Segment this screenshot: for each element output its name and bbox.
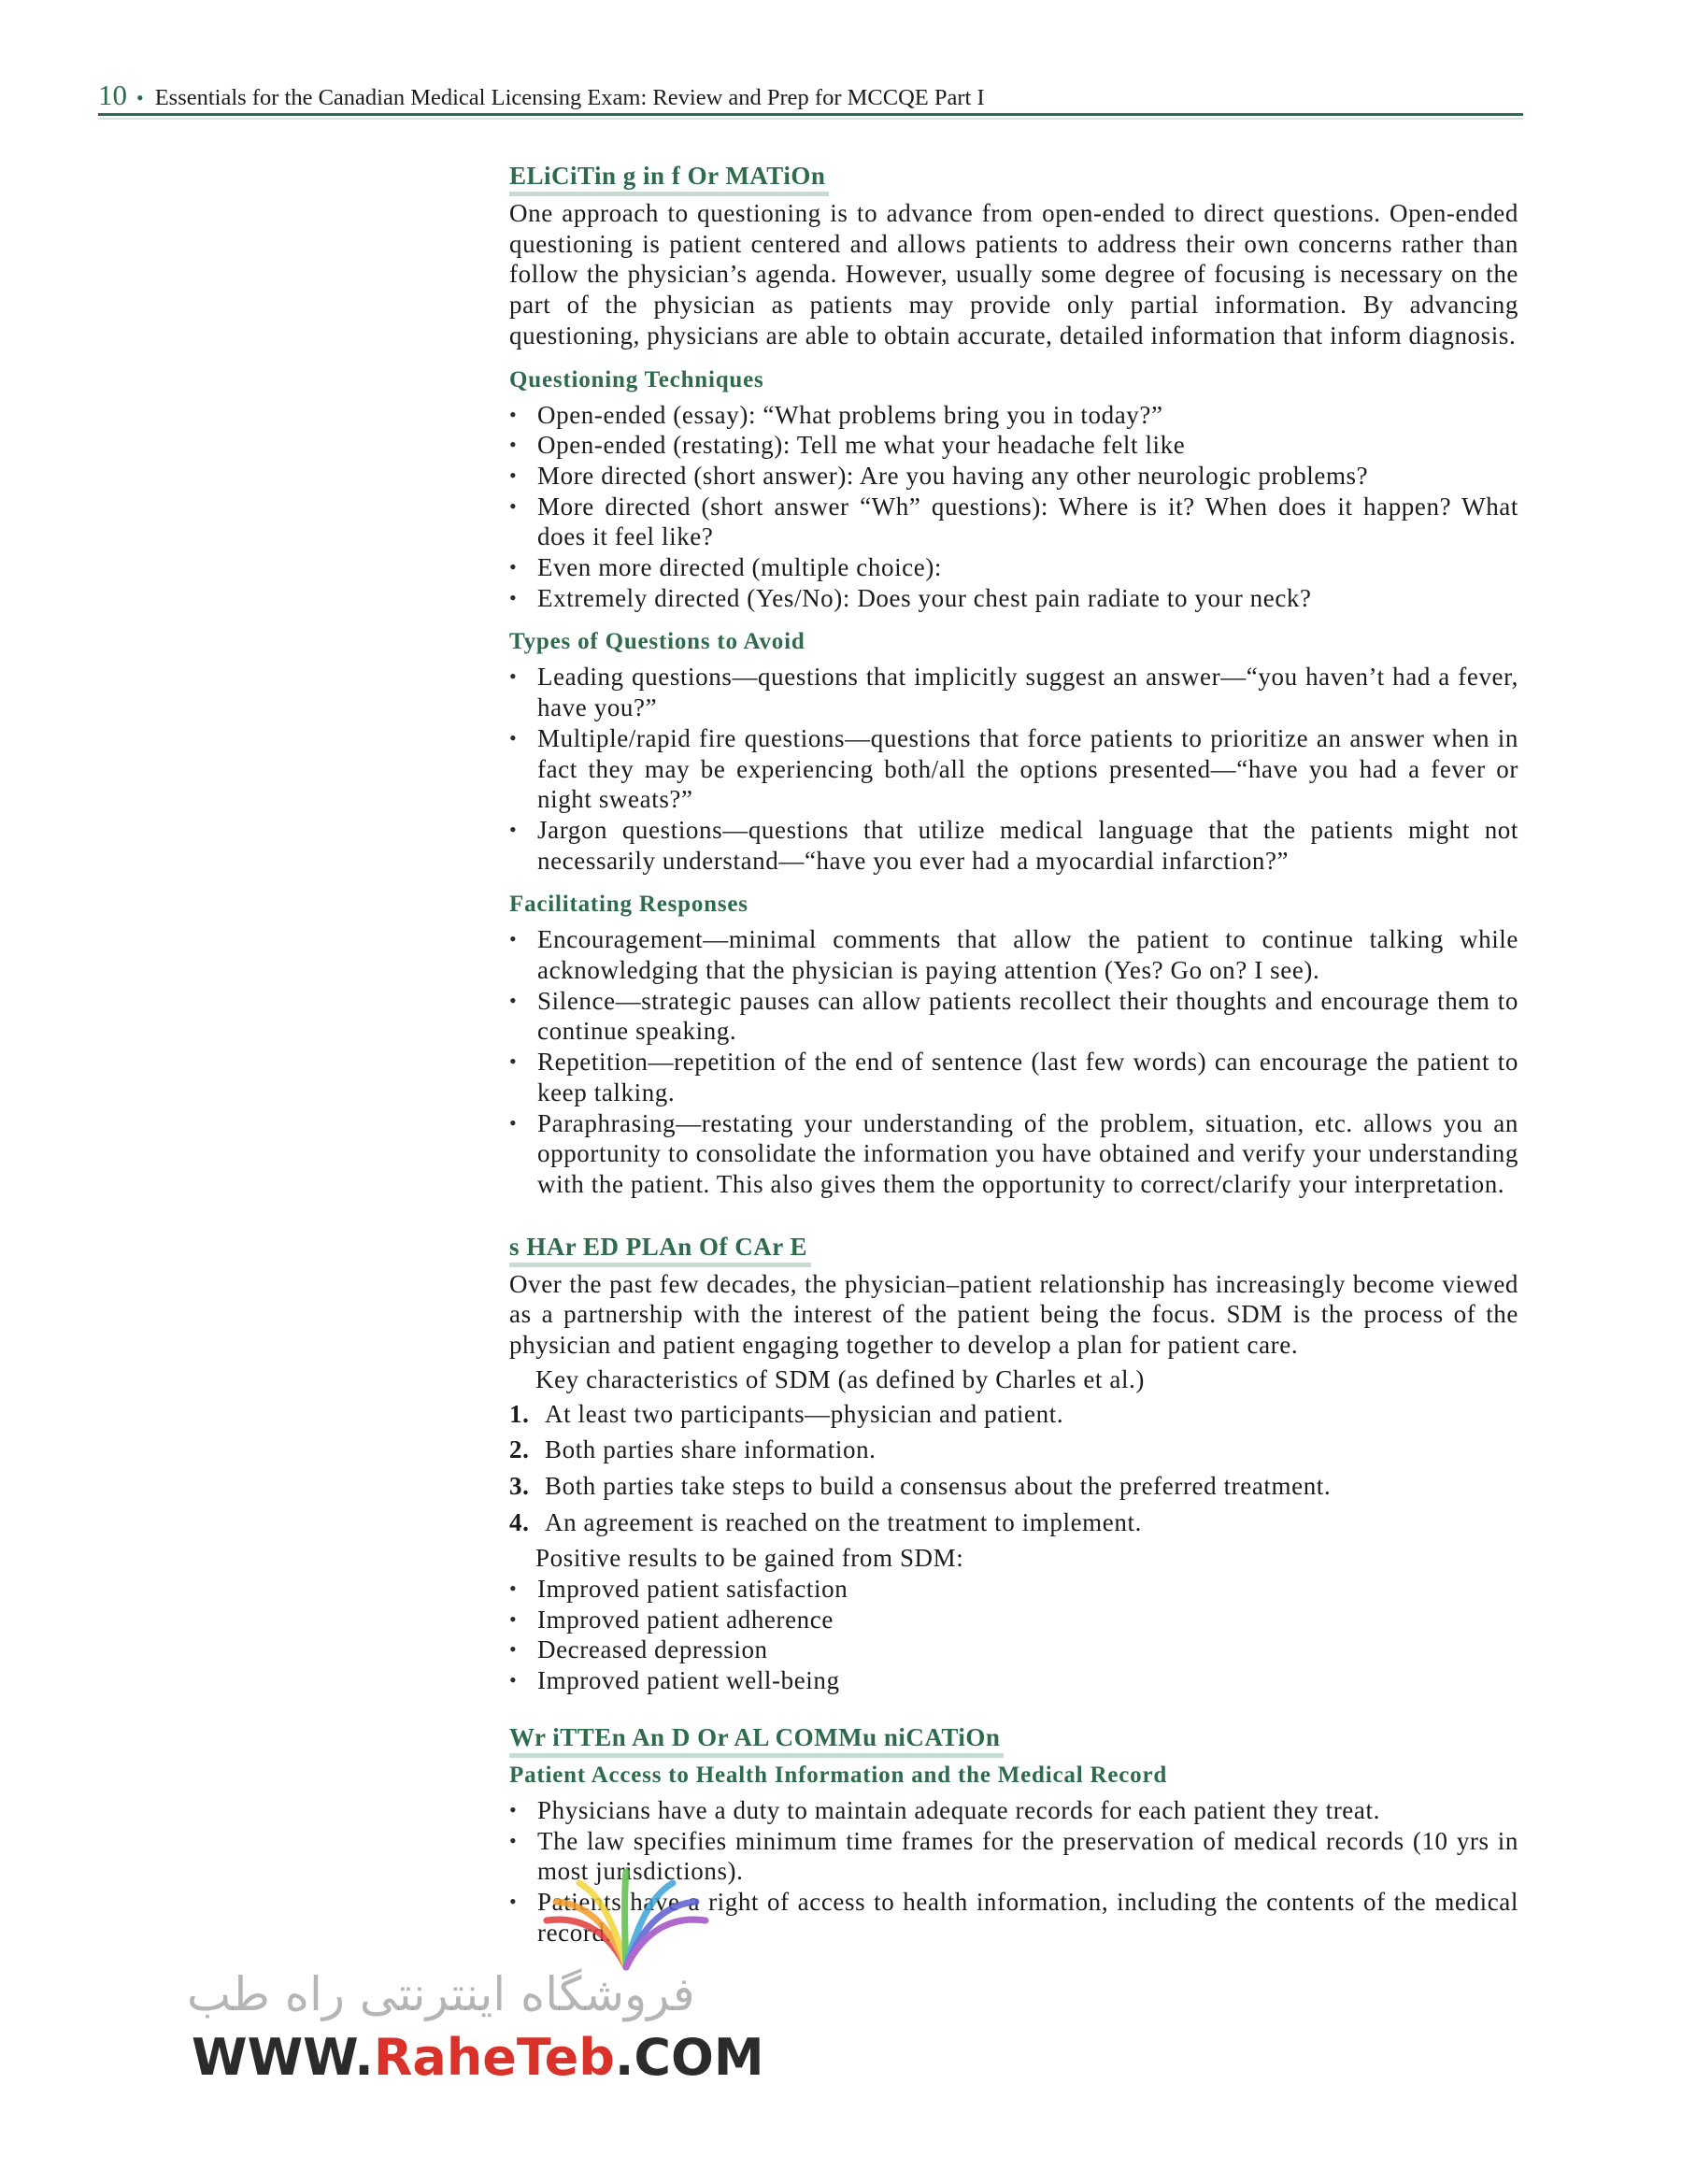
item-number: 2.	[509, 1435, 530, 1464]
watermark-url-suffix: .COM	[614, 2028, 764, 2087]
section-heading: Wr iTTEn An D Or AL COMMu niCATiOn	[509, 1723, 1004, 1758]
item-text: At least two participants—physician and patient.	[545, 1399, 1064, 1428]
subheading-patient-access: Patient Access to Health Information and the Medical Record	[509, 1762, 1168, 1788]
header-bullet: •	[136, 86, 144, 109]
list-item: • The law specifies minimum time frames for the preservation of medical records (10 yrs in most jurisdictions).	[509, 1826, 1518, 1887]
list-item: • More directed (short answer): Are you having any other neurologic problems?	[509, 461, 1518, 492]
section-heading: ELiCiTin g in f Or MATiOn	[509, 162, 829, 196]
list-item: • Silence—strategic pauses can allow patients recollect their thoughts and encourage them to continue speaking.	[509, 986, 1518, 1047]
list-item: • Leading questions—questions that implicitly suggest an answer—“you haven’t had a fever, have you?”	[509, 662, 1518, 722]
numbered-item	[509, 1507, 1518, 1538]
section-gap	[509, 1200, 1518, 1232]
list-item: • Jargon questions—questions that utilize medical language that the patients might not necessarily understand—“have you ever had a myocardial infarction?”	[509, 815, 1518, 876]
list-item: • Improved patient adherence	[509, 1605, 1518, 1635]
list-item: • Paraphrasing—restating your understanding of the problem, situation, etc. allows you an opportunity to consolidate the information you have obtained and verify your understanding with the patient. This also gives them the opportunity to correct/clarify your interpretation.	[509, 1108, 1518, 1200]
list-item: • Multiple/rapid fire questions—questions that force patients to prioritize an answer when in fact they may be experiencing both/all the options presented—“have you had a fever or night sweats?”	[509, 723, 1518, 815]
book-title: Essentials for the Canadian Medical Licensing Exam: Review and Prep for MCCQE Part I	[154, 85, 985, 110]
bullet-list	[509, 924, 1518, 1199]
item-number: 1.	[509, 1399, 530, 1428]
bullet-list	[509, 662, 1518, 876]
list-item: • Improved patient satisfaction	[509, 1574, 1518, 1605]
list-item: • Repetition—repetition of the end of sentence (last few words) can encourage the patient to keep talking.	[509, 1047, 1518, 1107]
subheading-questioning-techniques: Questioning Techniques	[509, 366, 764, 393]
section-eliciting-information	[509, 161, 1518, 1200]
main-column	[509, 161, 1518, 1948]
list-item: • Open-ended (restating): Tell me what your headache felt like	[509, 430, 1518, 461]
watermark-url	[192, 2028, 764, 2087]
bullet-list	[509, 1574, 1518, 1696]
item-text: Both parties share information.	[545, 1435, 877, 1464]
body-paragraph: Over the past few decades, the physician–patient relationship has increasingly become viewed as a partnership with the interest of the patient being the focus. SDM is the process of the physician and patient engaging together to develop a plan for patient care.	[509, 1269, 1518, 1360]
item-number: 3.	[509, 1471, 530, 1500]
section-shared-plan-of-care	[509, 1232, 1518, 1696]
item-text: An agreement is reached on the treatment to implement.	[545, 1507, 1142, 1536]
numbered-list	[509, 1399, 1518, 1538]
watermark-url-brand: RaheTeb	[373, 2028, 615, 2087]
list-item: • Improved patient well-being	[509, 1665, 1518, 1696]
numbered-item	[509, 1435, 1518, 1465]
numbered-item	[509, 1399, 1518, 1430]
section-gap	[509, 1696, 1518, 1722]
subheading-facilitating-responses: Facilitating Responses	[509, 892, 748, 918]
subheading-questions-to-avoid: Types of Questions to Avoid	[509, 629, 805, 655]
section-written-oral-communication	[509, 1722, 1518, 1948]
item-text: Both parties take steps to build a consensus about the preferred treatment.	[545, 1471, 1332, 1500]
key-characteristics-lead: Key characteristics of SDM (as defined by Charles et al.)	[535, 1364, 1145, 1393]
positive-results-lead: Positive results to be gained from SDM:	[535, 1544, 964, 1573]
running-header	[98, 79, 1518, 116]
numbered-item	[509, 1471, 1518, 1502]
header-rule-shadow	[98, 118, 1523, 120]
list-item: • Physicians have a duty to maintain adequate records for each patient they treat.	[509, 1795, 1518, 1826]
list-item: • Decreased depression	[509, 1634, 1518, 1665]
list-item: • Extremely directed (Yes/No): Does your chest pain radiate to your neck?	[509, 583, 1518, 614]
item-number: 4.	[509, 1507, 530, 1536]
watermark-persian-text: فروشگاه اینترنتی راه طب	[187, 1967, 695, 2021]
watermark-url-prefix: WWW.	[192, 2028, 374, 2087]
list-item: • More directed (short answer “Wh” questions): Where is it? When does it happen? What does it feel like?	[509, 492, 1518, 552]
header-rule	[98, 113, 1523, 116]
list-item: • Even more directed (multiple choice):	[509, 552, 1518, 583]
bullet-list	[509, 1795, 1518, 1948]
bullet-list	[509, 400, 1518, 614]
list-item: • Open-ended (essay): “What problems bring you in today?”	[509, 400, 1518, 431]
page-number: 10	[98, 79, 127, 111]
list-item: • Patients have a right of access to health information, including the contents of the medical record.	[509, 1887, 1518, 1948]
list-item: • Encouragement—minimal comments that allow the patient to continue talking while acknowledging that the physician is paying attention (Yes? Go on? I see).	[509, 924, 1518, 985]
section-heading: s HAr ED PLAn Of CAr E	[509, 1233, 811, 1267]
body-paragraph: One approach to questioning is to advance from open-ended to direct questions. Open-ended questioning is patient centered and allows patients to address their own concerns rather than follow the physician’s agenda. However, usually some degree of focusing is necessary on the part of the physician as patients may provide only partial information. By advancing questioning, physicians are able to obtain accurate, detailed information that inform diagnosis.	[509, 199, 1518, 350]
